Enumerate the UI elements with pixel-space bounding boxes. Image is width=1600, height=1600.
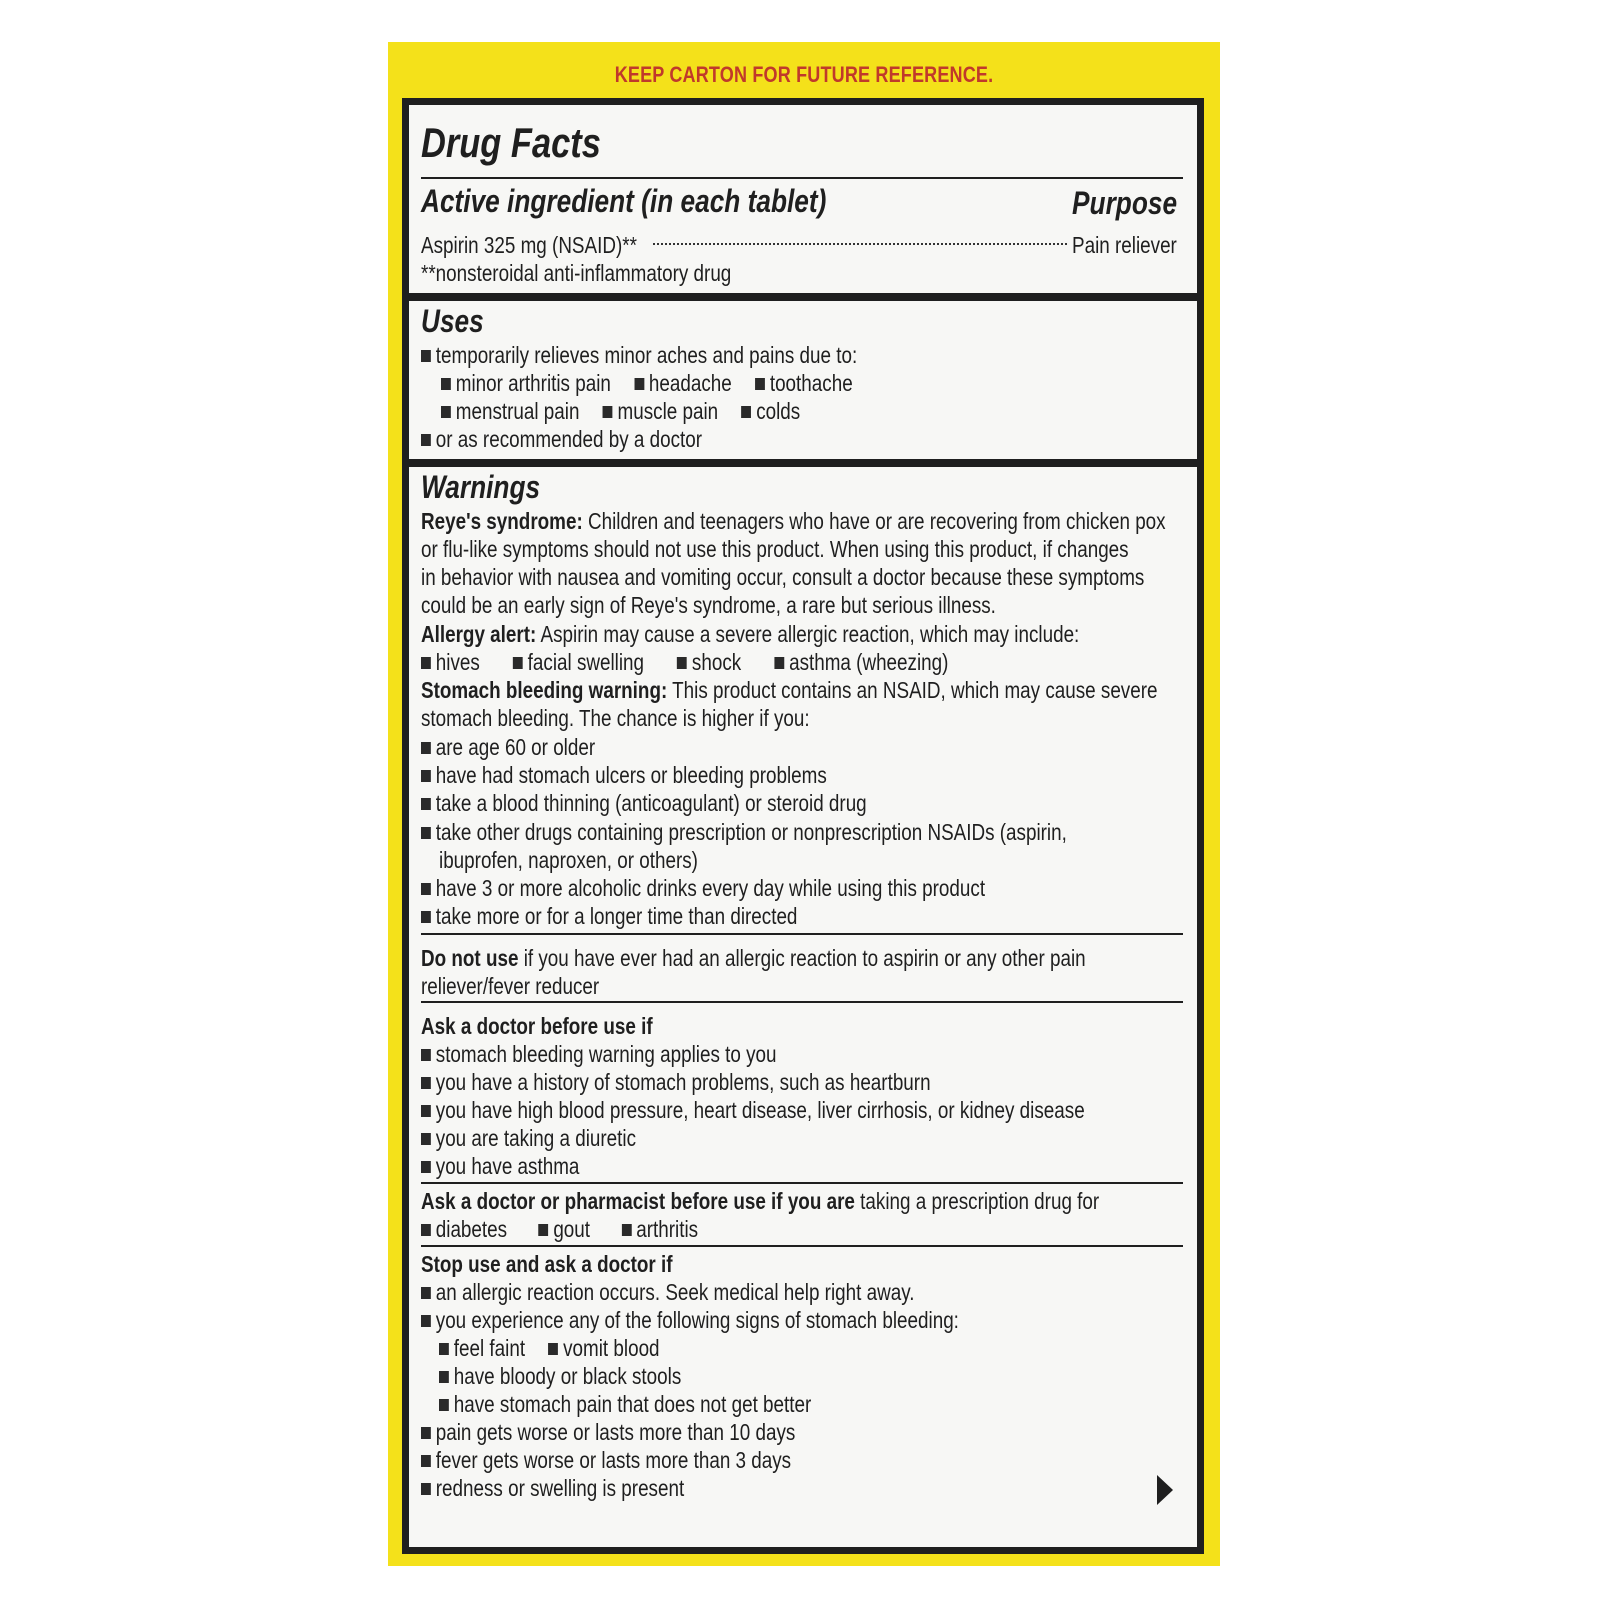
uses-subitem: muscle pain [603,398,718,424]
ingredient-purpose: Pain reliever [1072,232,1177,258]
stomach-item: are age 60 or older [421,733,595,761]
stop-item: redness or swelling is present [421,1474,684,1502]
warnings-title: Warnings [421,469,541,505]
stomach-item: take a blood thinning (anticoagulant) or steroid drug [421,789,867,817]
allergy-item: facial swelling [513,649,644,675]
stomach-line: stomach bleeding. The chance is higher if you: [421,705,810,731]
pharmacist-item: gout [539,1216,590,1242]
active-ingredient-box [409,105,1197,293]
reye-line: or flu-like symptoms should not use this product. When using this product, if changes [421,536,1129,562]
do-not-use-line: reliever/fever reducer [421,973,600,999]
stomach-line: Stomach bleeding warning: This product contains an NSAID, which may cause severe [421,677,1158,703]
ask-doctor-item: you are taking a diuretic [421,1124,636,1152]
do-not-use-label: Do not use [421,945,519,971]
ask-doctor-item: you have asthma [421,1152,579,1180]
ingredient-footnote: **nonsteroidal anti-inflammatory drug [421,260,732,286]
drug-facts-title: Drug Facts [421,119,601,166]
stop-item: an allergic reaction occurs. Seek medical help right away. [421,1278,914,1306]
uses-subrow [441,369,853,397]
allergy-item: hives [421,649,480,675]
allergy-item: shock [677,649,741,675]
ask-pharmacist-label: Ask a doctor or pharmacist before use if you are [421,1188,855,1214]
pharmacist-item: arthritis [622,1216,699,1242]
stomach-label: Stomach bleeding warning: [421,677,668,703]
reye-line: Reye's syndrome: Children and teenagers who have or are recovering from chicken pox [421,508,1166,534]
ingredient-name: Aspirin 325 mg (NSAID)** [421,232,637,258]
ask-doctor-label: Ask a doctor before use if [421,1013,653,1039]
keep-carton-note: KEEP CARTON FOR FUTURE REFERENCE. [614,62,994,87]
pharmacist-item: diabetes [421,1216,507,1242]
triangle-right-icon [1157,1475,1173,1505]
stop-subitem: feel faint [439,1335,525,1361]
section-rule [421,1182,1183,1184]
stop-subitem: have bloody or black stools [439,1362,681,1390]
active-ingredient-header: Active ingredient (in each tablet) [421,183,827,219]
uses-item: temporarily relieves minor aches and pains due to: [421,341,857,369]
uses-box [409,301,1197,459]
section-rule [421,933,1183,935]
do-not-use-line: Do not use if you have ever had an allergic reaction to aspirin or any other pain [421,945,1086,971]
reye-line: in behavior with nausea and vomiting occur, consult a doctor because these symptoms [421,564,1145,590]
stop-subitem: have stomach pain that does not get better [439,1390,811,1418]
drug-facts-panel [402,98,1204,1554]
allergy-line: Allergy alert: Aspirin may cause a severe allergic reaction, which may include: [421,621,1080,647]
uses-item: or as recommended by a doctor [421,425,702,453]
uses-subitem: colds [741,398,800,424]
warnings-box [409,467,1197,1547]
stomach-item: take other drugs containing prescription or nonprescription NSAIDs (aspirin, [421,818,1067,846]
section-rule [421,1001,1183,1003]
uses-subitem: toothache [755,370,853,396]
ask-doctor-item: you have a history of stomach problems, such as heartburn [421,1068,931,1096]
stomach-item: have had stomach ulcers or bleeding problems [421,761,827,789]
reye-line: could be an early sign of Reye's syndrome, a rare but serious illness. [421,592,996,618]
purpose-header: Purpose [1072,185,1177,221]
ask-pharmacist-line: Ask a doctor or pharmacist before use if you are taking a prescription drug for [421,1188,1100,1214]
title-rule [421,177,1183,179]
carton-panel [388,42,1220,1566]
stop-item: pain gets worse or lasts more than 10 days [421,1418,795,1446]
ask-doctor-item: you have high blood pressure, heart disease, liver cirrhosis, or kidney disease [421,1096,1085,1124]
uses-subitem: headache [634,370,732,396]
allergy-item: asthma (wheezing) [774,649,948,675]
ask-doctor-item: stomach bleeding warning applies to you [421,1040,777,1068]
ask-pharmacist-items [421,1215,698,1243]
dotted-leader [653,241,1067,245]
stop-subitem: vomit blood [548,1335,659,1361]
reye-label: Reye's syndrome: [421,508,583,534]
allergy-label: Allergy alert: [421,621,537,647]
stop-subrow [439,1334,660,1362]
stop-use-label: Stop use and ask a doctor if [421,1251,673,1277]
uses-subrow [441,397,800,425]
uses-subitem: menstrual pain [441,398,579,424]
allergy-items [421,648,948,676]
stomach-item-continued: ibuprofen, naproxen, or others) [439,847,698,873]
stop-item: fever gets worse or lasts more than 3 days [421,1446,791,1474]
stomach-item: have 3 or more alcoholic drinks every day while using this product [421,874,985,902]
uses-title: Uses [421,303,484,339]
uses-subitem: minor arthritis pain [441,370,611,396]
stomach-item: take more or for a longer time than directed [421,902,797,930]
section-rule [421,1245,1183,1247]
stop-item: you experience any of the following signs of stomach bleeding: [421,1306,959,1334]
